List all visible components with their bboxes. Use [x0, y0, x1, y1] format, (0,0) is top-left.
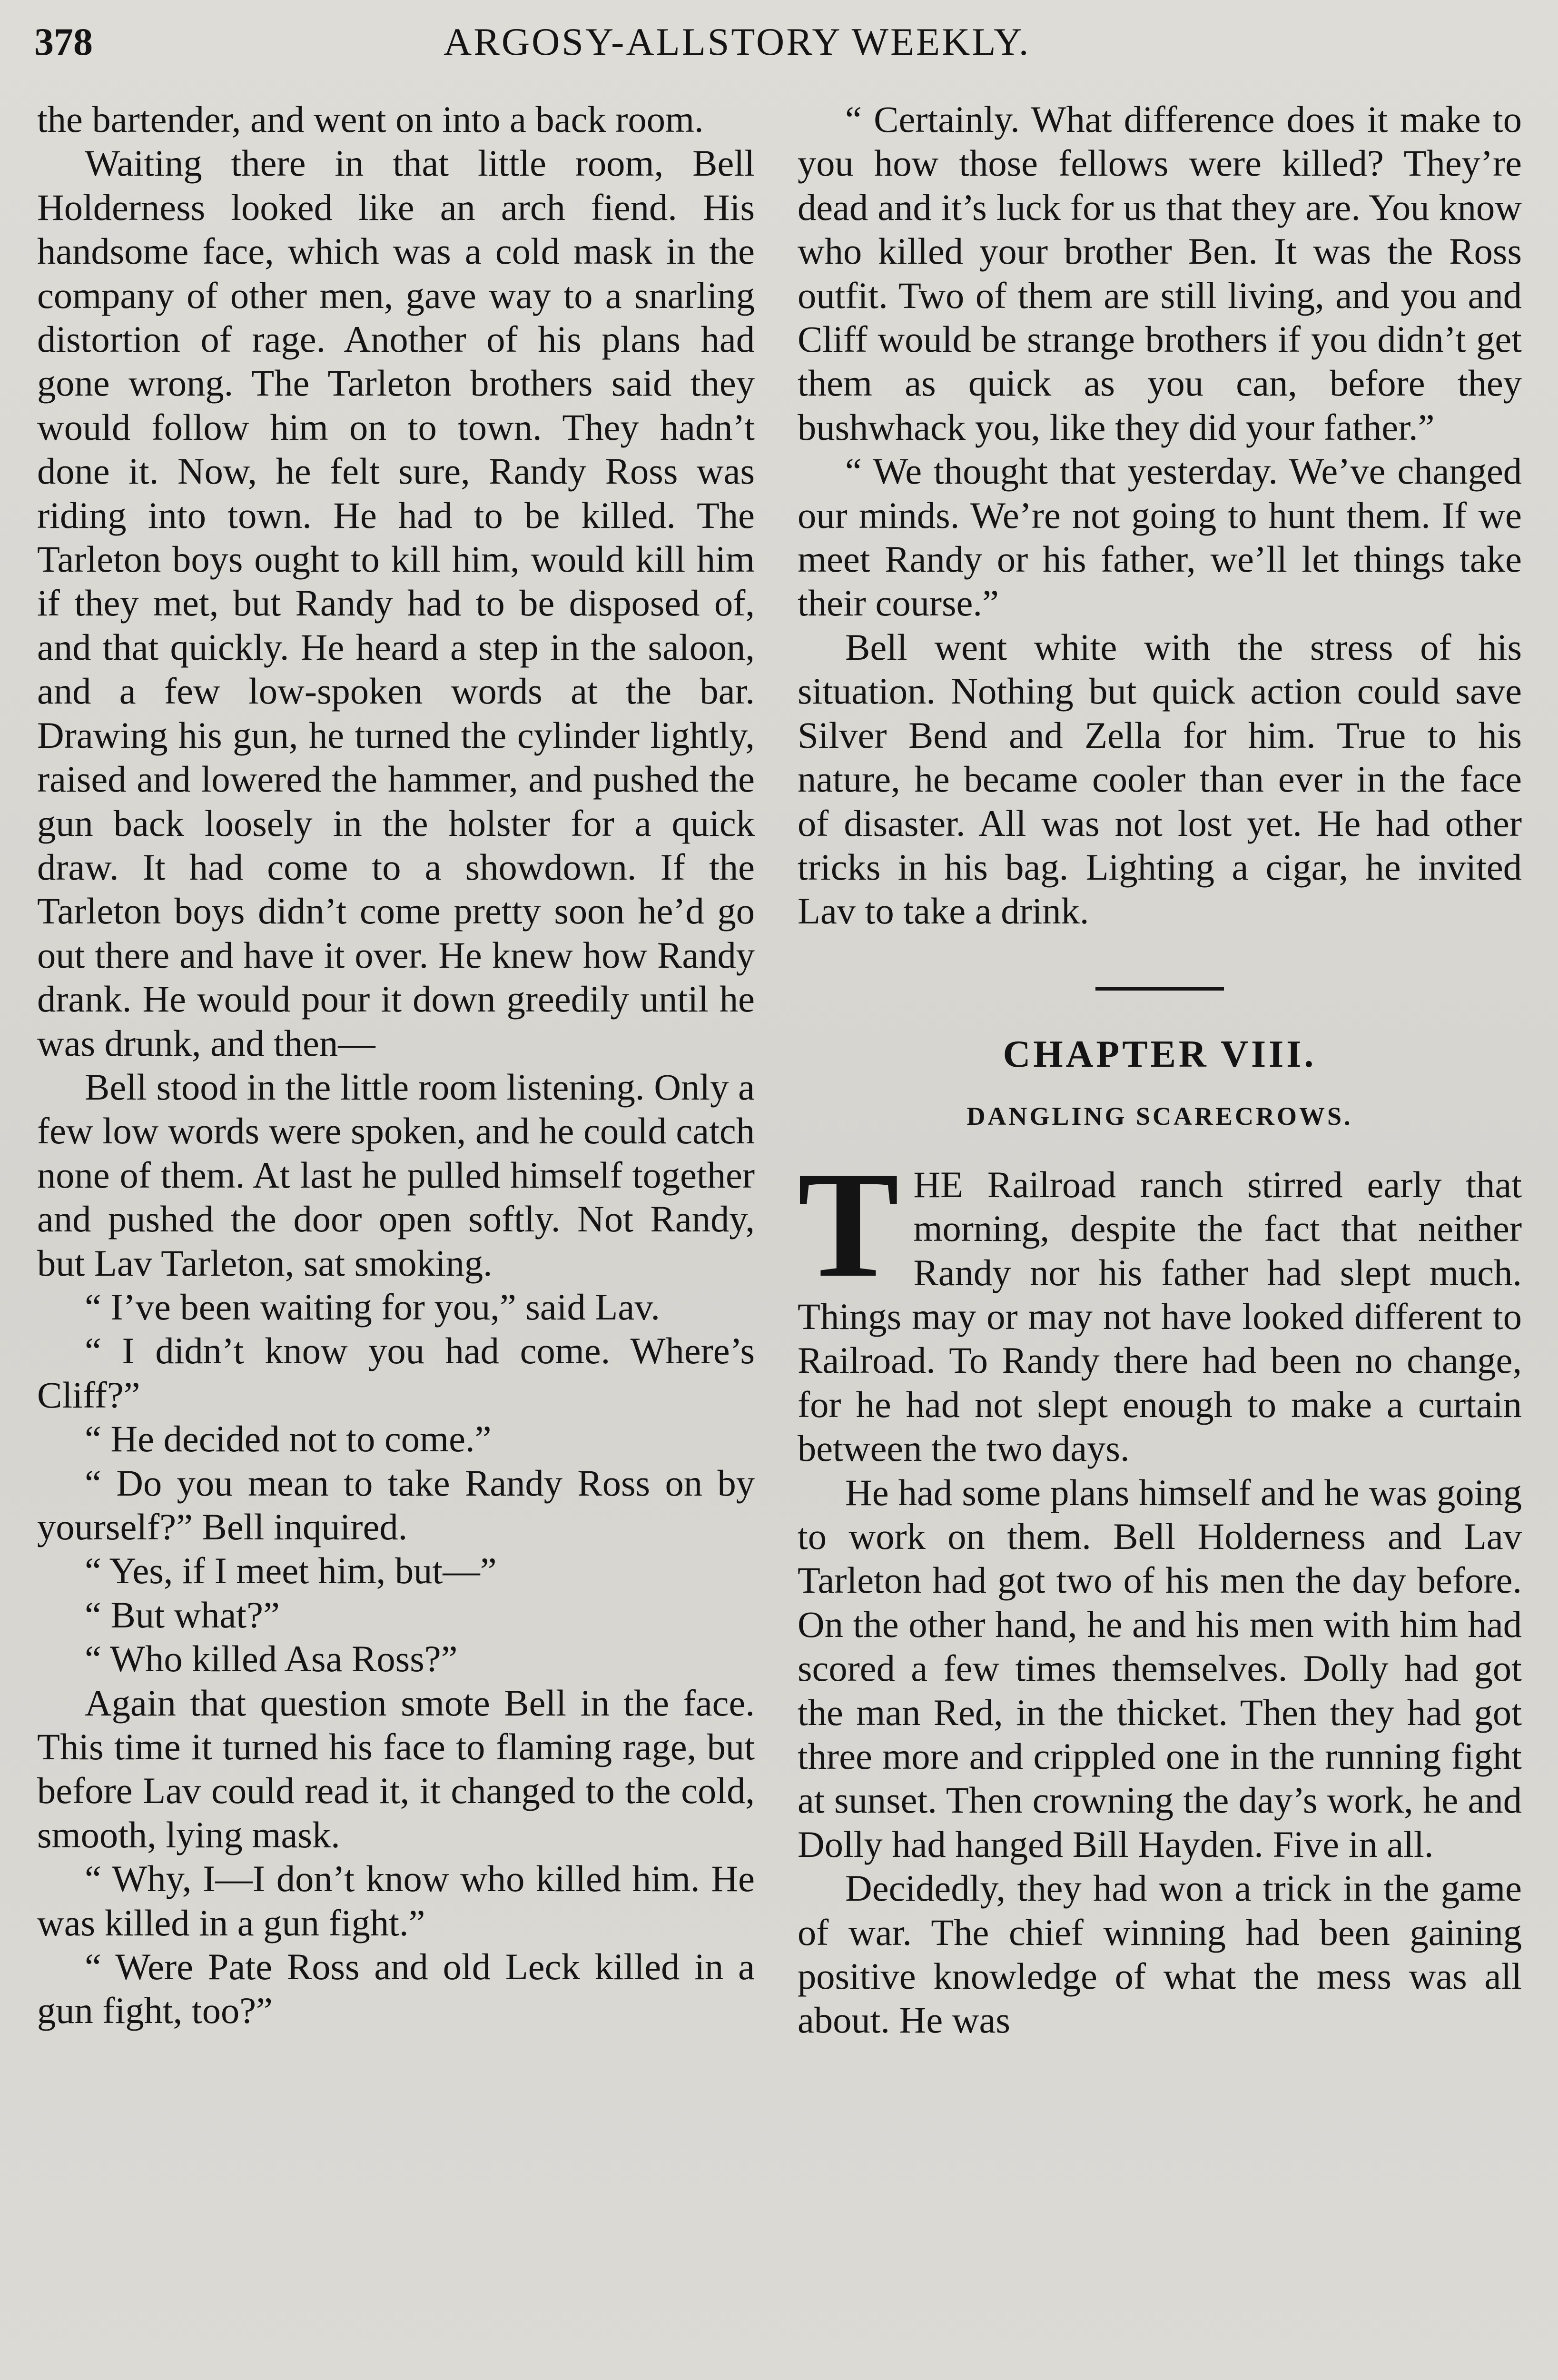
left-column: [37, 98, 755, 2380]
page-header: [34, 13, 1510, 70]
chapter-subtitle: DANGLING SCARECROWS.: [966, 1101, 1353, 1130]
paragraph: Decidedly, they had won a trick in the game of war. The chief winning had been gaining positive knowledge of what the mess was all about. He was: [798, 1867, 1522, 2041]
paragraph: the bartender, and went on into a back room.: [37, 99, 704, 140]
section-divider: [1095, 987, 1224, 991]
chapter-opening-paragraph: [798, 1140, 1522, 1471]
drop-cap: T: [798, 1140, 899, 1309]
paragraph: “ He decided not to come.”: [85, 1418, 492, 1460]
paragraph: Bell went white with the stress of his situation. Nothing but quick action could save Silver Bend and Zella for him. True to his nature, he became cooler than ever in the face of disaster. All was not lost yet. He had other tricks in his bag. Lighting a cigar, he invited Lav to take a drink.: [798, 626, 1522, 932]
paragraph: “ Were Pate Ross and old Leck killed in a gun fight, too?”: [37, 1946, 755, 2032]
page-number: 378: [34, 20, 93, 63]
chapter-title: CHAPTER VIII.: [1003, 1033, 1317, 1075]
paragraph: “ We thought that yesterday. We’ve changed our minds. We’re not going to hunt them. If we meet Randy or his father, we’ll let things take their course.”: [798, 450, 1522, 624]
paragraph: “ Yes, if I meet him, but—”: [85, 1550, 497, 1592]
paragraph: Waiting there in that little room, Bell Holderness looked like an arch fiend. His handsome face, which was a cold mask in the company of other men, gave way to a snarling distortion of rage. Another of his plans had gone wrong. The Tarleton brothers said they would follow him on to town. They hadn’t done it. Now, he felt sure, Randy Ross was riding into town. He had to be killed. The Tarleton boys ought to kill him, would kill him if they met, but Randy had to be disposed of, and that quickly. He heard a step in the saloon, and a few low-spoken words at the bar. Drawing his gun, he turned the cylinder lightly, raised and lowered the hammer, and pushed the gun back loosely in the holster for a quick draw. It had come to a showdown. If the Tarleton boys didn’t come pretty soon he’d go out there and have it over. He knew how Randy drank. He would pour it down greedily until he was drunk, and then—: [37, 142, 755, 1064]
paragraph: Bell stood in the little room listening. Only a few low words were spoken, and he could catch none of them. At last he pulled himself together and pushed the door open softly. Not Randy, but Lav Tarleton, sat smoking.: [37, 1066, 755, 1284]
paragraph: “ I’ve been waiting for you,” said Lav.: [85, 1286, 661, 1328]
paragraph: He had some plans himself and he was going to work on them. Bell Holderness and Lav Tarleton had got two of his men the day before. On the other hand, he and his men with him had scored a few times themselves. Dolly had got the man Red, in the thicket. Then they had got three more and crippled one in the running fight at sunset. Then crowning the day’s work, he and Dolly had hanged Bill Hayden. Five in all.: [798, 1471, 1522, 1865]
paragraph: Again that question smote Bell in the face. This time it turned his face to flaming rage, but before Lav could read it, it changed to the cold, smooth, lying mask.: [37, 1682, 755, 1855]
paragraph: “ I didn’t know you had come. Where’s Cliff?”: [37, 1330, 755, 1416]
paragraph: “ Who killed Asa Ross?”: [85, 1638, 458, 1680]
opening-text: HE Railroad ranch stirred early that morning, despite the fact that neither Randy nor his father had slept much. Things may or may not have looked different to Railroad. To Randy there had been no change, for he had not slept enough to make a curtain between the two days.: [798, 1163, 1522, 1469]
paragraph: “ Do you mean to take Randy Ross on by yourself?” Bell inquired.: [37, 1462, 755, 1547]
right-column: [798, 98, 1522, 2380]
paragraph: “ But what?”: [85, 1594, 280, 1636]
running-title: ARGOSY-ALLSTORY WEEKLY.: [444, 20, 1031, 63]
paragraph: “ Why, I—I don’t know who killed him. He was killed in a gun fight.”: [37, 1858, 755, 1944]
paragraph: “ Certainly. What difference does it make to you how those fellows were killed? They’re dead and it’s luck for us that they are. You know who killed your brother Ben. It was the Ross outfit. Two of them are still living, and you and Cliff would be strange brothers if you didn’t get them as quick as you can, before they bushwhack you, like they did your father.”: [798, 99, 1522, 448]
